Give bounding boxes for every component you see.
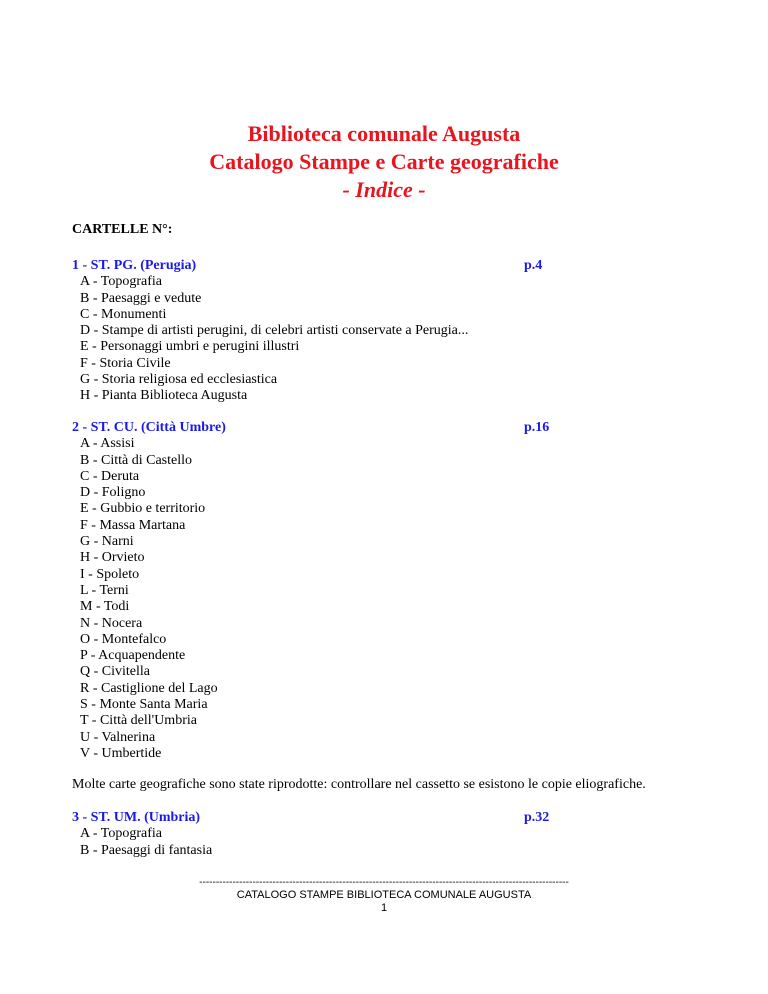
section-title: 1 - ST. PG. (Perugia) [72,258,197,273]
list-item: E - Personaggi umbri e perugini illustri [80,339,300,355]
document-title [0,120,768,204]
list-item: Q - Civitella [80,664,150,680]
footer-rule: --------------------------------------------------------------------------------------------------------------- [199,877,569,888]
list-item: N - Nocera [80,615,143,631]
list-item: B - Paesaggi e vedute [80,290,202,306]
page-number: 1 [380,902,388,914]
section-header [72,258,632,274]
footer-text: CATALOGO STAMPE BIBLIOTECA COMUNALE AUGUSTA [236,889,532,901]
list-item: H - Orvieto [80,550,145,566]
page-footer [0,876,768,915]
list-item: L - Terni [80,582,129,598]
list-item: P - Acquapendente [80,648,186,664]
list-item: H - Pianta Biblioteca Augusta [80,388,248,404]
section-items [72,274,632,404]
list-item: C - Monumenti [80,306,167,322]
list-item: C - Deruta [80,468,140,484]
section-3 [72,810,632,859]
note-paragraph: Molte carte geografiche sono state riprodotte: controllare nel cassetto se esistono le copie eliografiche. [72,777,646,792]
list-item: O - Montefalco [80,631,167,647]
section-2 [72,420,632,762]
section-page-ref: p.32 [524,810,550,825]
list-item: A - Assisi [80,436,135,452]
list-item: M - Todi [80,599,130,615]
list-item: E - Gubbio e territorio [80,501,206,517]
cartelle-label: CARTELLE N°: [72,222,173,237]
section-1 [72,258,632,405]
list-item: G - Narni [80,534,134,550]
section-title: 2 - ST. CU. (Città Umbre) [72,420,226,435]
list-item: F - Storia Civile [80,355,171,371]
section-items [72,826,632,859]
section-header [72,810,632,826]
list-item: B - Città di Castello [80,452,192,468]
list-item: A - Topografia [80,826,162,842]
list-item: D - Stampe di artisti perugini, di celebri artisti conservate a Perugia... [80,323,469,339]
list-item: B - Paesaggi di fantasia [80,842,213,858]
title-line-2: Catalogo Stampe e Carte geografiche [209,149,559,174]
section-title: 3 - ST. UM. (Umbria) [72,810,201,825]
list-item: U - Valnerina [80,729,156,745]
list-item: G - Storia religiosa ed ecclesiastica [80,372,278,388]
list-item: I - Spoleto [80,566,140,582]
list-item: S - Monte Santa Maria [80,697,208,713]
title-line-1: Biblioteca comunale Augusta [247,121,521,146]
list-item: V - Umbertide [80,745,162,761]
section-header [72,420,632,436]
section-page-ref: p.16 [524,420,550,435]
list-item: R - Castiglione del Lago [80,680,218,696]
section-page-ref: p.4 [524,258,543,273]
title-line-3: - Indice - [342,177,426,202]
list-item: T - Città dell'Umbria [80,713,197,729]
list-item: F - Massa Martana [80,517,186,533]
list-item: D - Foligno [80,485,146,501]
section-items [72,436,632,762]
list-item: A - Topografia [80,274,162,290]
